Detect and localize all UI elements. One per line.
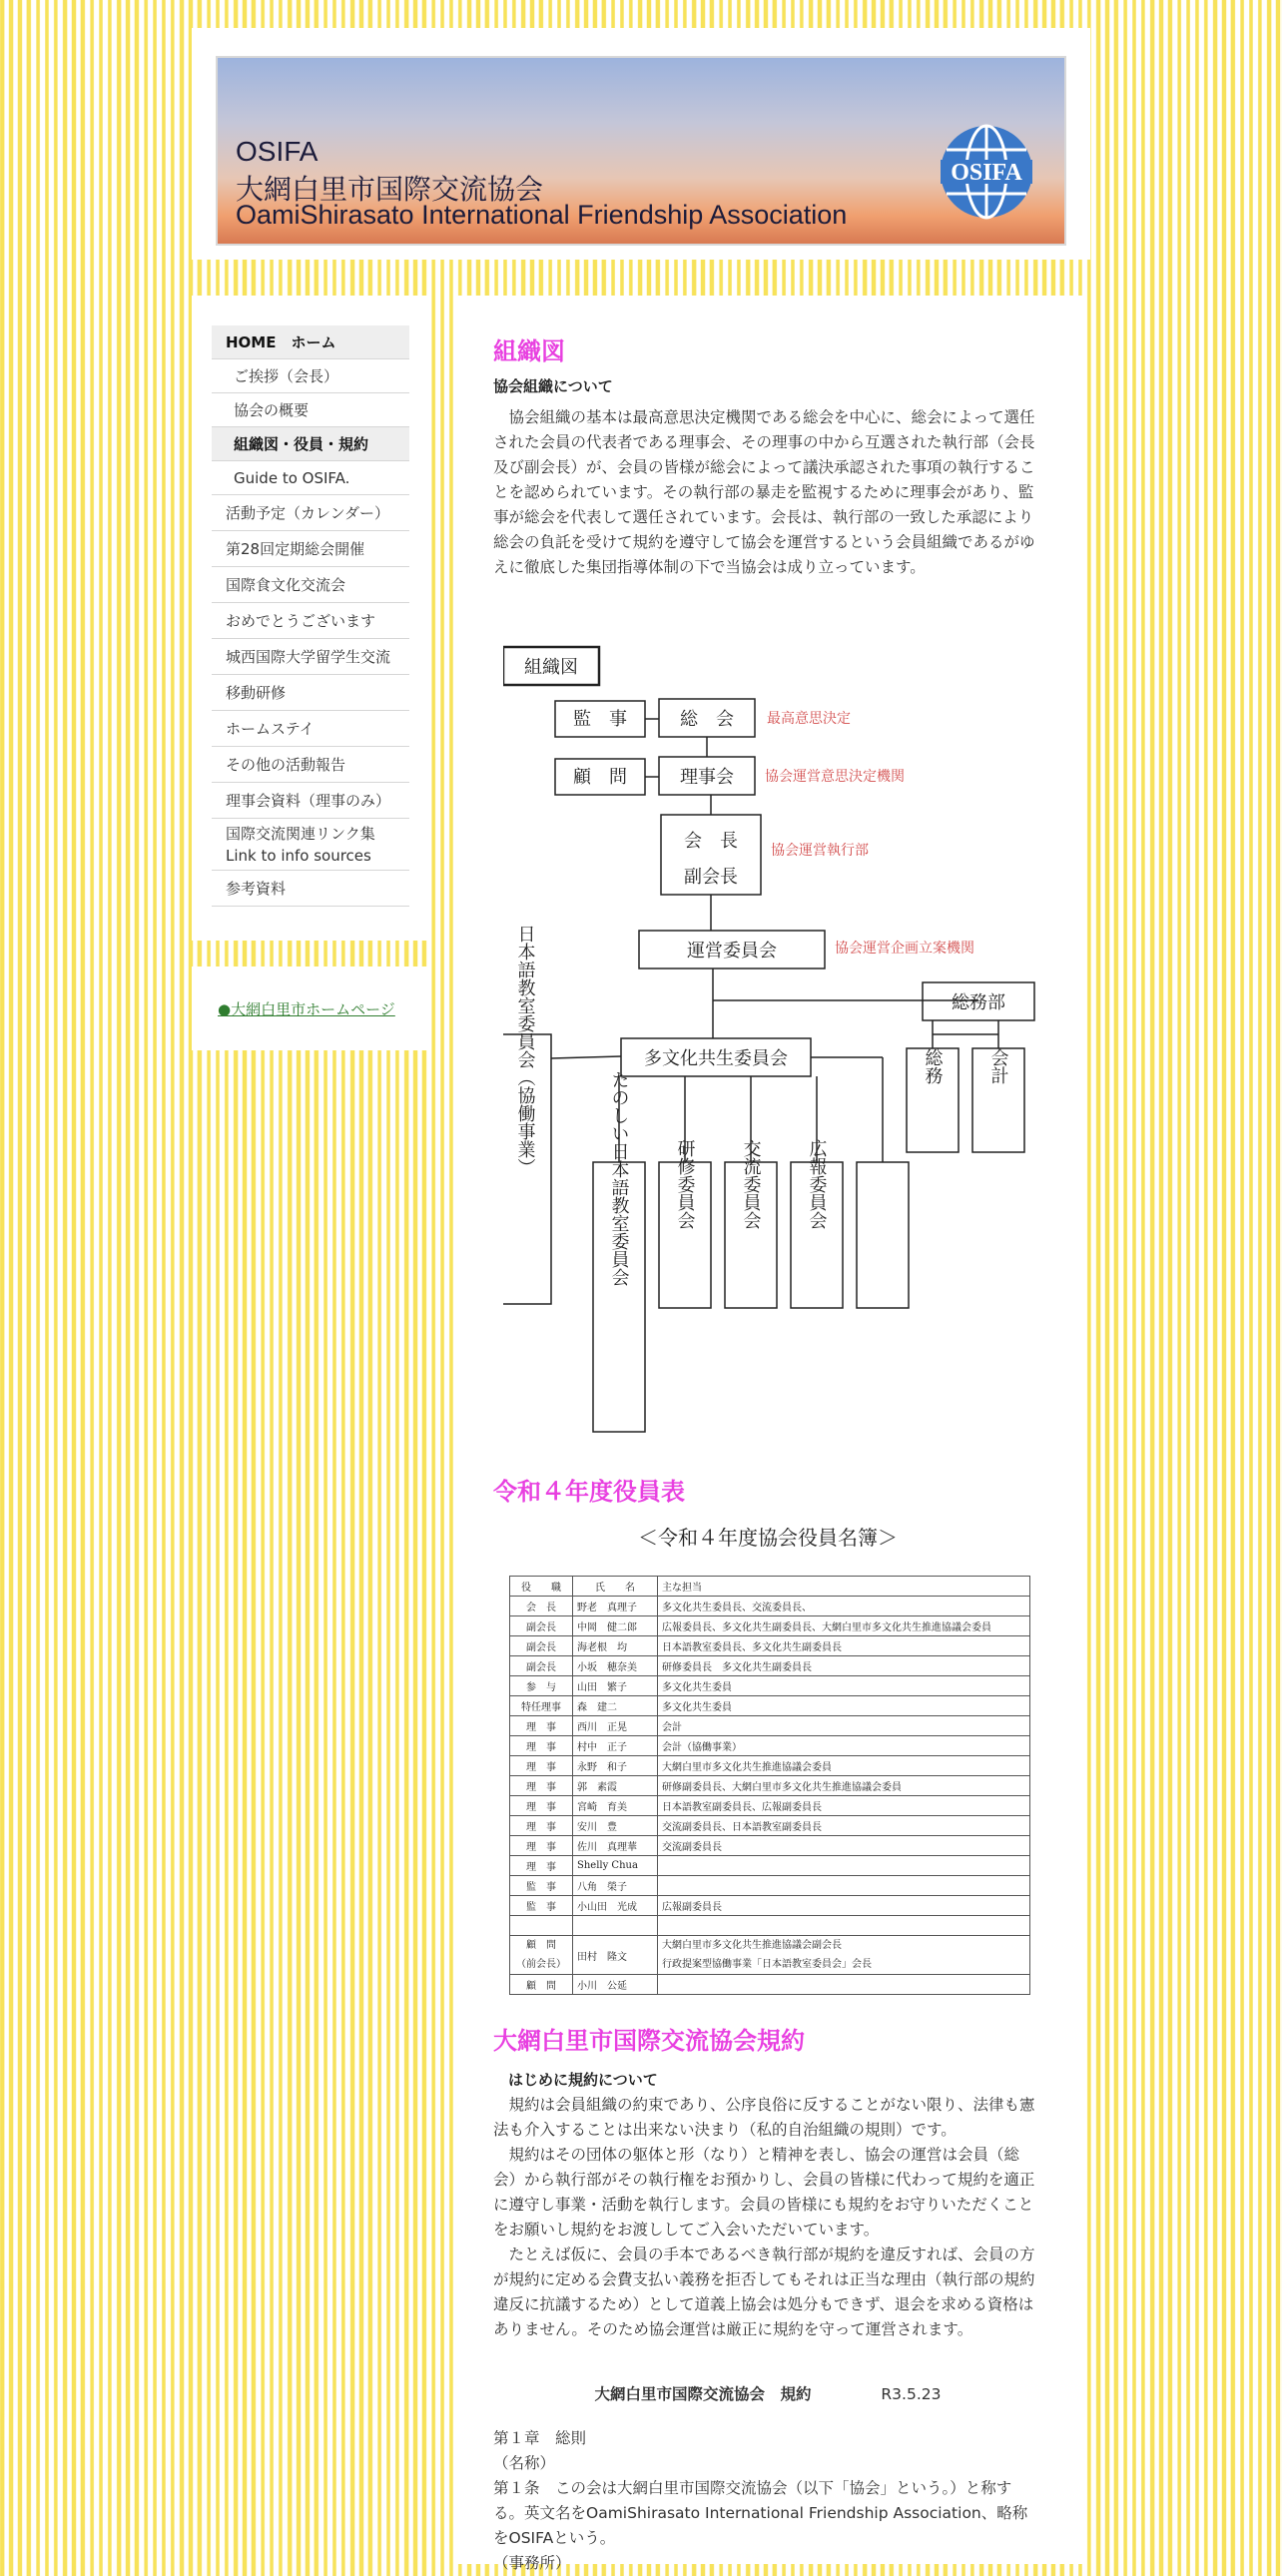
roster-role: 副会長 bbox=[510, 1636, 573, 1656]
roster-duty-line2: 行政提案型協働事業「日本語教室委員会」会長 bbox=[662, 1959, 872, 1970]
roster-row bbox=[510, 1696, 1030, 1716]
roster-row bbox=[510, 1896, 1030, 1916]
node-unei: 運営委員会 bbox=[687, 941, 777, 962]
sidebar-item-label: 組織図・役員・規約 bbox=[234, 435, 369, 453]
roster-role: 副会長 bbox=[510, 1656, 573, 1676]
banner bbox=[216, 56, 1066, 246]
roster-row bbox=[510, 1756, 1030, 1776]
sidebar-item-label: 城西国際大学留学生交流 bbox=[226, 648, 391, 666]
roster-name: 小坂 穂奈美 bbox=[573, 1656, 658, 1676]
sidebar-item-label: 理事会資料（理事のみ） bbox=[226, 792, 391, 810]
roster-empty bbox=[510, 1916, 573, 1936]
roster-row bbox=[510, 1616, 1030, 1636]
site-title-line2: 大網白里市国際交流協会 bbox=[236, 173, 544, 206]
roster-role: 理 事 bbox=[510, 1736, 573, 1756]
org-chart bbox=[503, 639, 1042, 1452]
sidebar-item-congratulations[interactable] bbox=[212, 603, 409, 639]
node-tanoshii: たのしい日本語教室委員会 bbox=[608, 1070, 630, 1286]
roster-table bbox=[509, 1576, 1030, 1995]
roster-title: 令和４年度役員表 bbox=[493, 1478, 685, 1506]
sidebar-item-label: その他の活動報告 bbox=[226, 756, 346, 774]
article-office-label: （事務所） bbox=[493, 2554, 571, 2572]
roster-name: 村中 正子 bbox=[573, 1736, 658, 1756]
sidebar-item-label: 国際食文化交流会 bbox=[226, 576, 346, 594]
sidebar-item-references[interactable] bbox=[212, 871, 409, 907]
node-kanji: 監 事 bbox=[573, 709, 627, 730]
roster-role: 理 事 bbox=[510, 1816, 573, 1836]
roster-header-row bbox=[510, 1577, 1030, 1597]
chapter1: 第１章 総則 bbox=[493, 2429, 587, 2447]
sidebar-item-label: ホームステイ bbox=[226, 720, 315, 738]
kiyaku-date: R3.5.23 bbox=[881, 2385, 942, 2403]
roster-name: 安川 豊 bbox=[573, 1816, 658, 1836]
sidebar-item-label: 参考資料 bbox=[226, 880, 287, 898]
city-homepage-link[interactable]: ●大網白里市ホームページ bbox=[218, 1000, 395, 1018]
node-kenshu: 研修委員会 bbox=[674, 1139, 696, 1229]
roster-empty bbox=[658, 1916, 1030, 1936]
sidebar-item-label: 国際交流関連リンク集 bbox=[226, 824, 375, 843]
site-title-line3: OamiShirasato International Friendship Association bbox=[236, 200, 848, 230]
node-komon: 顧 問 bbox=[573, 767, 627, 788]
sidebar-item-label: 第28回定期総会開催 bbox=[226, 540, 365, 558]
sidebar-item-home[interactable] bbox=[212, 325, 409, 359]
roster-duty: 多文化共生委員 bbox=[658, 1676, 1030, 1696]
roster-name: 森 建二 bbox=[573, 1696, 658, 1716]
roster-name: 西川 正晃 bbox=[573, 1716, 658, 1736]
roster-duty-line1: 大網白里市多文化共生推進協議会副会長 bbox=[662, 1940, 842, 1951]
roster-header-cell: 主な担当 bbox=[658, 1577, 1030, 1597]
kiyaku-title: 大網白里市国際交流協会規約 bbox=[493, 2027, 805, 2055]
sidebar-item-label: 協会の概要 bbox=[234, 401, 310, 419]
roster-duty: 会計 bbox=[658, 1716, 1030, 1736]
roster-name: 中岡 健二郎 bbox=[573, 1616, 658, 1636]
roster-role: 参 与 bbox=[510, 1676, 573, 1696]
org-subtitle: 協会組織について bbox=[493, 377, 613, 395]
roster-name: 野老 真理子 bbox=[573, 1597, 658, 1616]
roster-duty bbox=[658, 1876, 1030, 1896]
node-kaikei: 会計 bbox=[987, 1048, 1009, 1084]
site-title-line1: OSIFA bbox=[236, 136, 319, 167]
roster-header-cell: 氏 名 bbox=[573, 1577, 658, 1597]
main-content bbox=[453, 296, 1082, 2572]
roster-duty: 多文化共生委員長、交流委員長、 bbox=[658, 1597, 1030, 1616]
roster-name: 佐川 真理華 bbox=[573, 1836, 658, 1856]
node-somu: 総務 bbox=[922, 1048, 944, 1084]
roster-name: 山田 繁子 bbox=[573, 1676, 658, 1696]
node-soukai: 総 会 bbox=[680, 709, 734, 730]
roster-role: 特任理事 bbox=[510, 1696, 573, 1716]
sidebar-item-josai[interactable] bbox=[212, 639, 409, 675]
sidebar-links-box bbox=[192, 966, 431, 1050]
roster-row bbox=[510, 1876, 1030, 1896]
roster-role-line2: （前会長） bbox=[516, 1959, 566, 1970]
roster-row bbox=[510, 1597, 1030, 1616]
sidebar-item-label-2: Link to info sources bbox=[226, 846, 371, 865]
roster-duty: 研修副委員長、大網白里市多文化共生推進協議会委員 bbox=[658, 1776, 1030, 1796]
roster-duty bbox=[658, 1936, 1030, 1975]
note-rijikai: 協会運営意思決定機関 bbox=[765, 769, 905, 785]
roster-role: 監 事 bbox=[510, 1896, 573, 1916]
roster-row bbox=[510, 1796, 1030, 1816]
org-paragraph: 協会組織の基本は最高意思決定機関である総会を中心に、総会によって選任された会員の代表者である理事会、その理事の中から互選された執行部（会長及び副会長）が、会員の皆様が総会によって議決承認された事項の執行することを認められています。その執行部の暴走を監視するために理事会があり、監事が総会を代表して選任されています。会長は、執行部の一致した承認により総会の負託を受けて規約を遵守して協会を運営するという会員組織であるがゆえに徹底した集団指導体制の下で当協会は成り立っています。 bbox=[493, 408, 1035, 576]
org-title: 組織図 bbox=[493, 337, 565, 365]
kiyaku-intro-heading: はじめに規約について bbox=[493, 2071, 658, 2089]
roster-row bbox=[510, 1975, 1030, 1995]
roster-role: 副会長 bbox=[510, 1616, 573, 1636]
sidebar-item-homestay[interactable] bbox=[212, 711, 409, 747]
roster-duty: 日本語教室副委員長、広報副委員長 bbox=[658, 1796, 1030, 1816]
kiyaku-intro: 規約は会員組織の約束であり、公序良俗に反することがない限り、法律も憲法も介入することは出来ない決まり（私的自治組織の規則）です。 規約はその団体の躯体と形（なり）と精神を表し、協会の運営は会員（総会）から執行部がその執行権をお預かりし、会員の皆様に代わって規約を適正に遵守し事業・活動を執行します。会員の皆様にも規約をお守りいただくことをお願いし規約をお渡ししてご入会いただいています。 たとえば仮に、会員の手本であるべき執行部が規約を違反すれば、会員の方が規約に定める会費支払い義務を拒否してもそれは正当な理由（執行部の規約違反に抗議するため）として道義上協会は処分もできず、退会を求める資格はありません。そのため協会運営は厳正に規約を守って運営されます。 bbox=[493, 2096, 1035, 2338]
sidebar-item-links[interactable] bbox=[212, 819, 409, 871]
roster-duty: 広報副委員長 bbox=[658, 1896, 1030, 1916]
logo-text: OSIFA bbox=[951, 160, 1022, 186]
roster-caption: ＜令和４年度協会役員名簿＞ bbox=[638, 1526, 898, 1550]
sidebar-item-label: 活動予定（カレンダー） bbox=[226, 504, 390, 522]
note-unei: 協会運営企画立案機関 bbox=[835, 941, 974, 957]
roster-name: 小川 公延 bbox=[573, 1975, 658, 1995]
roster-role: 理 事 bbox=[510, 1836, 573, 1856]
roster-name: 海老根 均 bbox=[573, 1636, 658, 1656]
sidebar-item-overview[interactable] bbox=[212, 393, 409, 427]
article-name-label: （名称） bbox=[493, 2454, 556, 2472]
roster-row bbox=[510, 1856, 1030, 1876]
sidebar-item-label: HOME ホーム bbox=[226, 333, 336, 351]
sidebar-item-board-docs[interactable] bbox=[212, 783, 409, 819]
sidebar-item-food-culture[interactable] bbox=[212, 567, 409, 603]
roster-row bbox=[510, 1816, 1030, 1836]
note-kaicho: 協会運営執行部 bbox=[771, 843, 869, 859]
roster-duty bbox=[658, 1975, 1030, 1995]
roster-duty: 会計（協働事業） bbox=[658, 1736, 1030, 1756]
note-soukai: 最高意思決定 bbox=[767, 711, 851, 727]
header bbox=[192, 28, 1090, 260]
node-rijikai: 理事会 bbox=[680, 767, 734, 788]
sidebar-item-general-meeting[interactable] bbox=[212, 531, 409, 567]
roster-name: 永野 和子 bbox=[573, 1756, 658, 1776]
roster-row bbox=[510, 1836, 1030, 1856]
roster-duty: 日本語教室委員長、多文化共生副委員長 bbox=[658, 1636, 1030, 1656]
node-kaicho: 会 長 bbox=[684, 831, 738, 852]
roster-duty: 交流副委員長、日本語教室副委員長 bbox=[658, 1816, 1030, 1836]
kiyaku-heading: 大網白里市国際交流協会 規約 bbox=[594, 2385, 812, 2403]
roster-spacer-row bbox=[510, 1916, 1030, 1936]
roster-role bbox=[510, 1936, 573, 1975]
sidebar bbox=[192, 296, 431, 941]
kiyaku-heading-line bbox=[453, 2382, 1082, 2404]
roster-role: 理 事 bbox=[510, 1856, 573, 1876]
roster-duty bbox=[658, 1856, 1030, 1876]
roster-role-line1: 顧 問 bbox=[526, 1940, 556, 1951]
page-wrapper bbox=[192, 0, 1090, 2572]
node-tabunka: 多文化共生委員会 bbox=[644, 1048, 788, 1069]
roster-role: 理 事 bbox=[510, 1796, 573, 1816]
roster-role: 会 長 bbox=[510, 1597, 573, 1616]
sidebar-item-label: ご挨拶（会長） bbox=[234, 367, 339, 385]
sidebar-item-guide[interactable] bbox=[212, 461, 409, 495]
roster-row bbox=[510, 1676, 1030, 1696]
roster-name: 田村 隆文 bbox=[573, 1936, 658, 1975]
roster-row bbox=[510, 1776, 1030, 1796]
roster-row bbox=[510, 1716, 1030, 1736]
sidebar-item-field-trip[interactable] bbox=[212, 675, 409, 711]
roster-name: Shelly Chua bbox=[573, 1856, 658, 1876]
roster-duty: 大網白里市多文化共生推進協議会委員 bbox=[658, 1756, 1030, 1776]
node-somubu: 総務部 bbox=[952, 992, 1005, 1013]
roster-role: 顧 問 bbox=[510, 1975, 573, 1995]
node-koryu: 交流委員会 bbox=[740, 1139, 762, 1229]
roster-name: 小山田 光成 bbox=[573, 1896, 658, 1916]
roster-header-cell: 役 職 bbox=[510, 1577, 573, 1597]
roster-name: 郭 素霞 bbox=[573, 1776, 658, 1796]
node-fukukaicho: 副会長 bbox=[684, 867, 738, 888]
roster-row bbox=[510, 1636, 1030, 1656]
sidebar-item-label: Guide to OSIFA. bbox=[234, 468, 350, 487]
sidebar-item-organization[interactable] bbox=[212, 427, 409, 461]
roster-row bbox=[510, 1736, 1030, 1756]
osifa-logo bbox=[939, 124, 1034, 220]
roster-duty: 多文化共生委員 bbox=[658, 1696, 1030, 1716]
roster-role: 監 事 bbox=[510, 1876, 573, 1896]
roster-role: 理 事 bbox=[510, 1776, 573, 1796]
roster-name: 八角 榮子 bbox=[573, 1876, 658, 1896]
node-nihongo: 日本語教室委員会（協働事業） bbox=[514, 925, 536, 1176]
roster-row-komon bbox=[510, 1936, 1030, 1975]
node-koho: 広報委員会 bbox=[806, 1139, 828, 1229]
chart-title: 組織図 bbox=[524, 657, 578, 678]
sidebar-item-label: おめでとうございます bbox=[226, 612, 376, 630]
roster-role: 理 事 bbox=[510, 1756, 573, 1776]
roster-empty bbox=[573, 1916, 658, 1936]
roster-duty: 広報委員長、多文化共生副委員長、大網白里市多文化共生推進協議会委員 bbox=[658, 1616, 1030, 1636]
article1: 第１条 この会は大網白里市国際交流協会（以下「協会」という。）と称する。英文名をOamiShirasato International Friendship Association、略称をOSIFAという。 bbox=[493, 2479, 1028, 2547]
sidebar-item-greeting[interactable] bbox=[212, 359, 409, 393]
sidebar-item-label: 移動研修 bbox=[226, 684, 287, 702]
roster-name: 宮崎 育美 bbox=[573, 1796, 658, 1816]
sidebar-item-other-reports[interactable] bbox=[212, 747, 409, 783]
roster-duty: 研修委員長 多文化共生副委員長 bbox=[658, 1656, 1030, 1676]
sidebar-item-calendar[interactable] bbox=[212, 495, 409, 531]
sidebar-nav bbox=[212, 325, 409, 907]
roster-role: 理 事 bbox=[510, 1716, 573, 1736]
roster-row bbox=[510, 1656, 1030, 1676]
roster-duty: 交流副委員長 bbox=[658, 1836, 1030, 1856]
